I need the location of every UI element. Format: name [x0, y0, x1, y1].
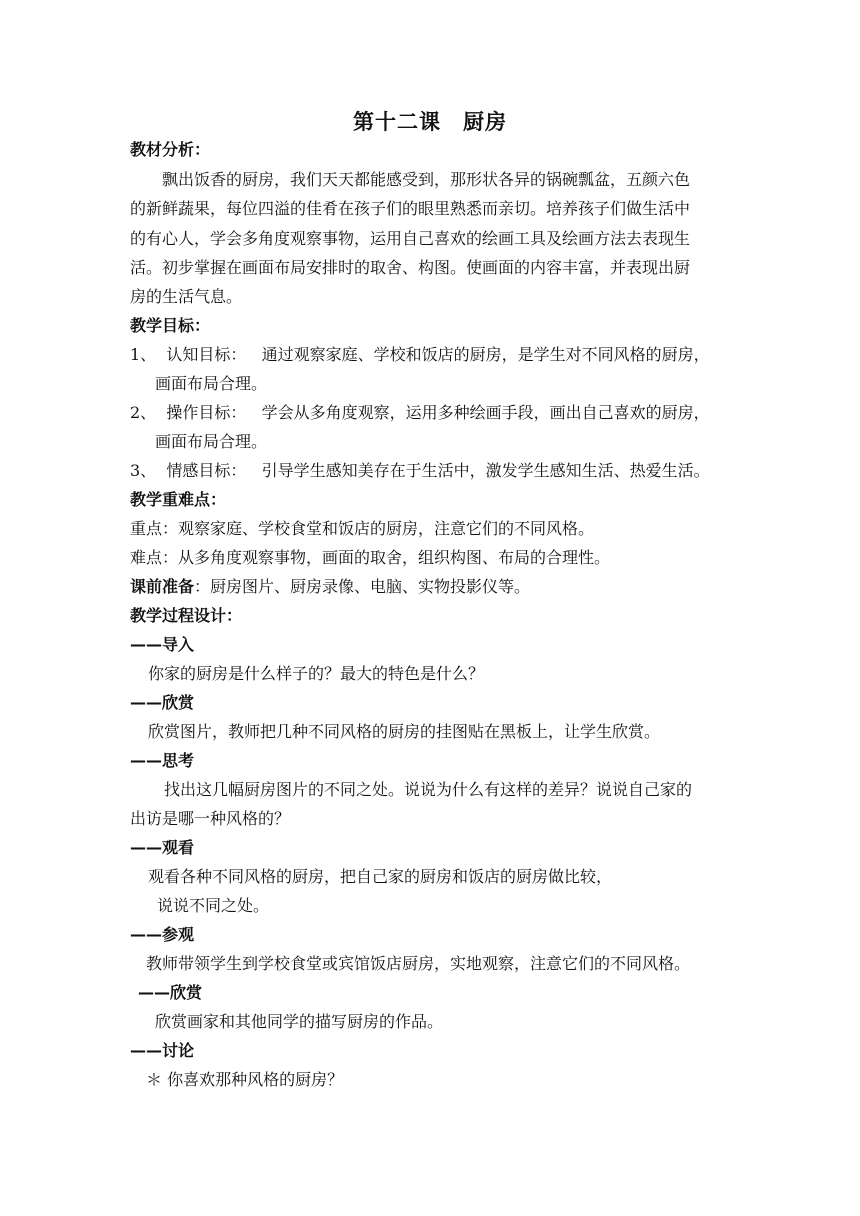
- step-title: ——欣赏: [138, 983, 203, 1002]
- step-text: 观看各种不同风格的厨房，把自己家的厨房和饭店的厨房做比较，: [148, 867, 613, 886]
- goal-continuation: 画面布局合理。: [155, 432, 268, 451]
- goal-continuation: 画面布局合理。: [155, 374, 268, 393]
- step-title: ——讨论: [130, 1041, 195, 1060]
- keypoint-key: 重点：观察家庭、学校食堂和饭店的厨房，注意它们的不同风格。: [130, 519, 595, 538]
- prep-line: [130, 577, 740, 597]
- step-text: 欣赏图片，教师把几种不同风格的厨房的挂图贴在黑板上，让学生欣赏。: [148, 722, 661, 741]
- analysis-paragraph-line: 飘出饭香的厨房，我们天天都能感受到，那形状各异的锅碗瓢盆，五颜六色: [162, 170, 691, 189]
- goal-number: 3、: [130, 461, 157, 480]
- step-text: 欣赏画家和其他同学的描写厨房的作品。: [155, 1012, 444, 1031]
- keypoint-difficult: 难点：从多角度观察事物，画面的取舍，组织构图、布局的合理性。: [130, 548, 611, 567]
- analysis-paragraph-line: 房的生活气息。: [130, 287, 243, 306]
- prep-label: 课前准备: [130, 577, 195, 596]
- goal-item: [130, 345, 740, 365]
- goal-item: [130, 461, 740, 481]
- analysis-paragraph-line: 活。初步掌握在画面布局安排时的取舍、构图。使画面的内容丰富，并表现出厨: [130, 258, 691, 277]
- analysis-paragraph-line: 的新鲜蔬果，每位四溢的佳肴在孩子们的眼里熟悉而亲切。培养孩子们做生活中: [130, 199, 691, 218]
- goal-number: 2、: [130, 403, 157, 422]
- goal-label: 操作目标：: [166, 403, 247, 422]
- step-text: ＊ 你喜欢那种风格的厨房？: [146, 1070, 344, 1089]
- step-title: ——欣赏: [130, 693, 195, 712]
- step-text: 教师带领学生到学校食堂或宾馆饭店厨房，实地观察，注意它们的不同风格。: [146, 954, 691, 973]
- goal-number: 1、: [130, 345, 157, 364]
- process-heading: 教学过程设计：: [130, 606, 243, 625]
- step-text: 说说不同之处。: [157, 896, 270, 915]
- step-title: ——导入: [130, 635, 195, 654]
- goal-text: 学会从多角度观察，运用多种绘画手段，画出自己喜欢的厨房，: [261, 403, 710, 422]
- step-text: 找出这几幅厨房图片的不同之处。说说为什么有这样的差异？说说自己家的: [164, 780, 693, 799]
- goal-label: 认知目标：: [166, 345, 247, 364]
- goal-label: 情感目标：: [166, 461, 247, 480]
- analysis-paragraph-line: 的有心人，学会多角度观察事物，运用自己喜欢的绘画工具及绘画方法去表现生: [130, 229, 691, 248]
- step-text: 出访是哪一种风格的？: [130, 809, 291, 828]
- step-title: ——思考: [130, 751, 195, 770]
- keypoints-heading: 教学重难点：: [130, 490, 227, 509]
- step-title: ——参观: [130, 925, 195, 944]
- step-title: ——观看: [130, 838, 195, 857]
- prep-text: ：厨房图片、厨房录像、电脑、实物投影仪等。: [194, 577, 531, 596]
- goals-heading: 教学目标：: [130, 316, 211, 335]
- step-text: 你家的厨房是什么样子的？最大的特色是什么？: [148, 664, 485, 683]
- goal-text: 引导学生感知美存在于生活中，激发学生感知生活、热爱生活。: [261, 461, 710, 480]
- lesson-title: 第十二课 厨房: [353, 110, 507, 134]
- analysis-heading: 教材分析：: [130, 140, 211, 159]
- goal-text: 通过观察家庭、学校和饭店的厨房，是学生对不同风格的厨房，: [261, 345, 710, 364]
- goal-item: [130, 403, 740, 423]
